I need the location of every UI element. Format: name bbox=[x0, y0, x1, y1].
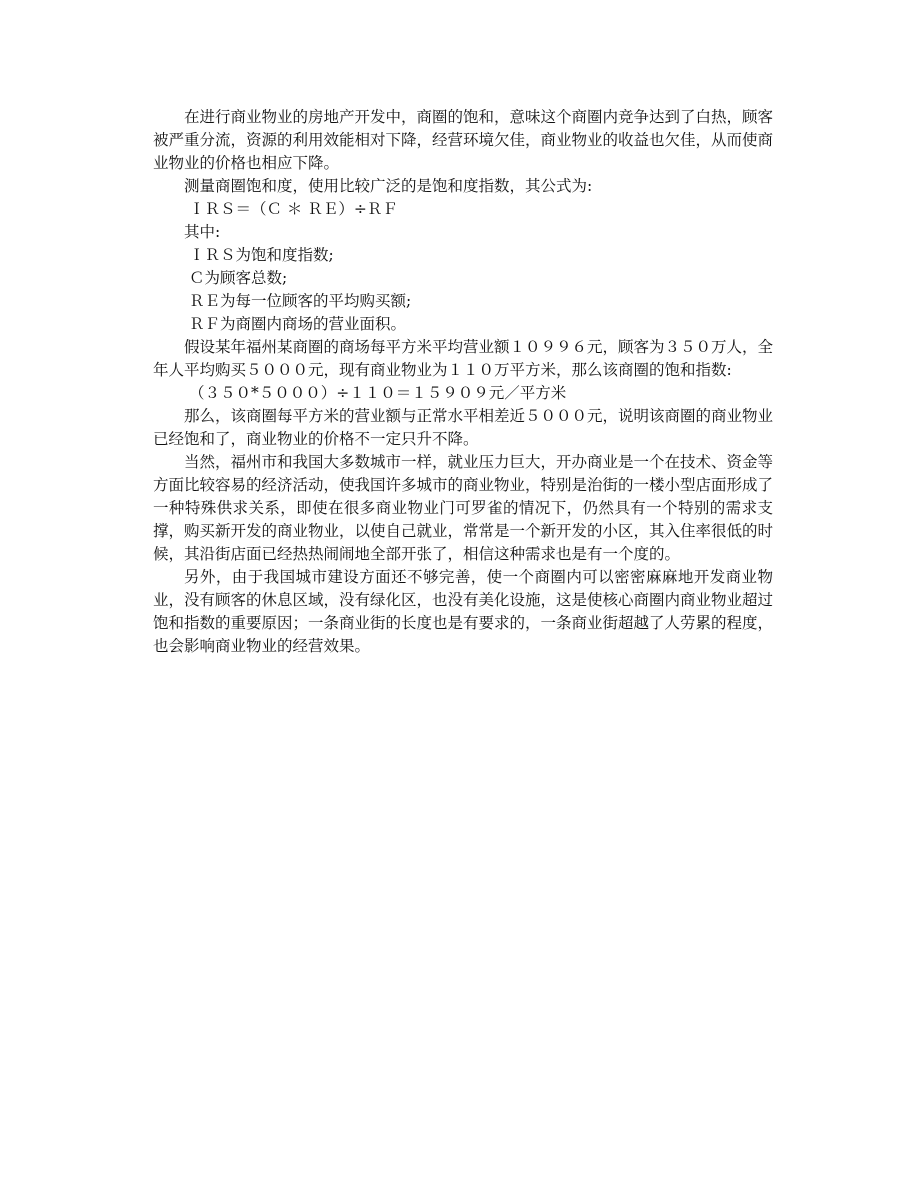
definition-re: ＲＥ为每一位顾客的平均购买额; bbox=[189, 292, 412, 310]
paragraph-infrastructure: 另外，由于我国城市建设方面还不够完善，使一个商圈内可以密密麻麻地开发商业物业，没有顾客的休息区域，没有绿化区，也没有美化设施，这是使核心商圈内商业物业超过饱和指数的重要原因；一条商业街的长度也是有要求的，一条商业街超越了人劳累的程度，也会影响商业物业的经营效果。 bbox=[153, 568, 774, 655]
definition-irs: ＩＲＳ为饱和度指数; bbox=[189, 246, 334, 264]
paragraph-example: 假设某年福州某商圈的商场每平方米平均营业额１０９９６元，顾客为３５０万人，全年人平均购买５０００元，现有商业物业为１１０万平方米，那么该商圈的饱和指数: bbox=[153, 338, 774, 379]
document-body bbox=[153, 106, 773, 658]
definition-rf: ＲＦ为商圈内商场的营业面积。 bbox=[189, 315, 407, 333]
formula-calculation: （３５０*５０００）÷１１０＝１５９０９元／平方米 bbox=[189, 384, 567, 402]
definition-c: Ｃ为顾客总数; bbox=[189, 269, 288, 287]
paragraph-conclusion: 那么，该商圈每平方米的营业额与正常水平相差近５０００元，说明该商圈的商业物业已经饱和了，商业物业的价格不一定只升不降。 bbox=[153, 407, 774, 448]
paragraph-measure: 测量商圈饱和度，使用比较广泛的是饱和度指数，其公式为: bbox=[184, 177, 593, 195]
paragraph-fuzhou: 当然，福州市和我国大多数城市一样，就业压力巨大，开办商业是一个在技术、资金等方面比较容易的经济活动，使我国许多城市的商业物业，特别是治街的一楼小型店面形成了一种特殊供求关系，即使在很多商业物业门可罗雀的情况下，仍然具有一个特别的需求支撑，购买新开发的商业物业，以使自己就业，常常是一个新开发的小区，其入住率很低的时候，其沿街店面已经热热闹闹地全部开张了，相信这种需求也是有一个度的。 bbox=[153, 453, 774, 563]
paragraph-where: 其中: bbox=[184, 223, 221, 241]
formula-irs: ＩＲＳ＝（Ｃ ＊ ＲＥ）÷ＲＦ bbox=[189, 200, 398, 218]
paragraph-intro: 在进行商业物业的房地产开发中，商圈的饱和，意味这个商圈内竞争达到了白热，顾客被严重分流，资源的利用效能相对下降，经营环境欠佳，商业物业的收益也欠佳，从而使商业物业的价格也相应下降。 bbox=[153, 108, 774, 172]
